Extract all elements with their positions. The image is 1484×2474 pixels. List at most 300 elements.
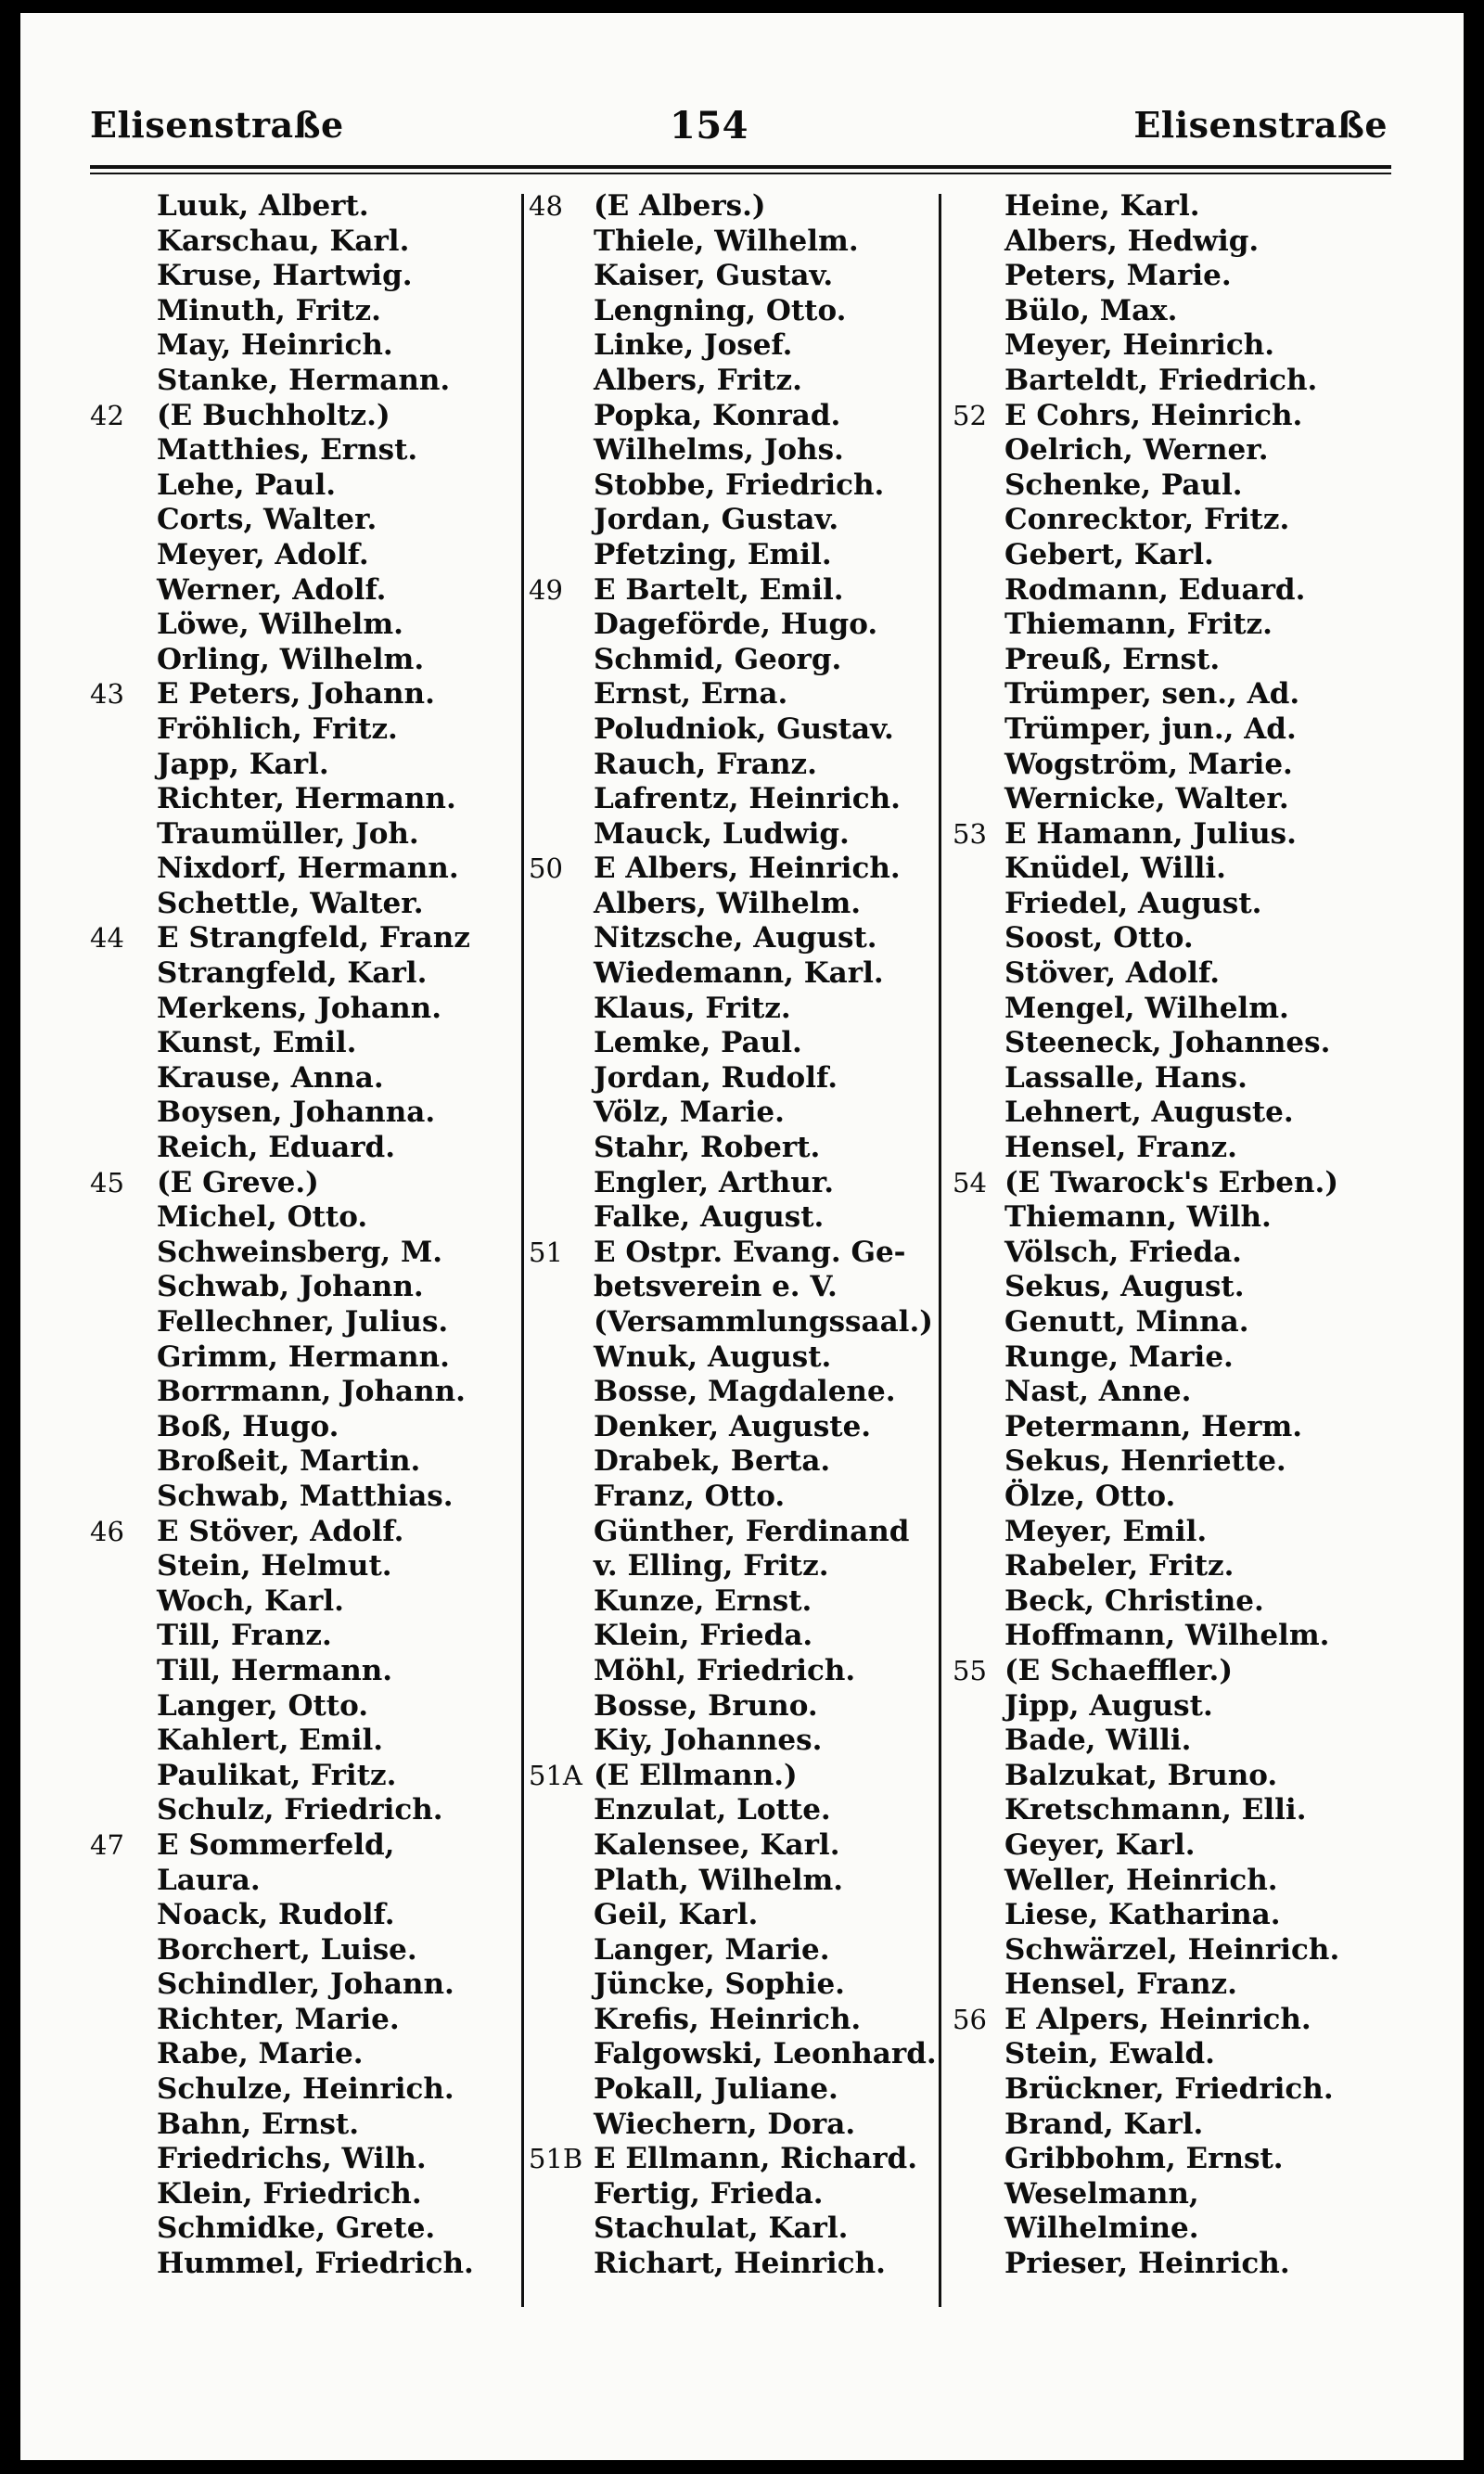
list-item [953, 2247, 1388, 2282]
list-item [953, 2037, 1388, 2072]
resident-name: Albers, Hedwig. [1004, 224, 1260, 258]
list-item [953, 1305, 1388, 1340]
resident-name: Schweinsberg, M. [157, 1235, 443, 1269]
list-item [953, 1270, 1388, 1305]
list-item [953, 1793, 1388, 1828]
resident-name: Karschau, Karl. [157, 224, 410, 258]
resident-name: Günther, Ferdinand [594, 1514, 910, 1548]
page-number: 154 [670, 104, 748, 147]
list-item [529, 1410, 937, 1445]
list-item [90, 2247, 517, 2282]
list-item [953, 224, 1388, 260]
house-number: 51A [529, 1759, 582, 1791]
list-item [529, 1236, 937, 1271]
resident-name: Wilhelmine. [1004, 2211, 1199, 2246]
resident-name: Rabe, Marie. [157, 2037, 364, 2071]
resident-name: Jordan, Gustav. [594, 503, 839, 537]
list-item [529, 1375, 937, 1410]
list-item [953, 1515, 1388, 1550]
list-item [953, 2072, 1388, 2108]
resident-name: Wiechern, Dora. [594, 2107, 856, 2141]
resident-name: Klein, Friedrich. [157, 2176, 422, 2211]
resident-name: Soost, Otto. [1004, 921, 1194, 955]
list-item [529, 1166, 937, 1201]
resident-name: Runge, Marie. [1004, 1340, 1234, 1374]
list-item [953, 1864, 1388, 1899]
list-item [953, 1340, 1388, 1376]
list-item [90, 2142, 517, 2177]
resident-name: E Ostpr. Evang. Ge- [594, 1235, 906, 1269]
resident-name: Bosse, Bruno. [594, 1688, 818, 1723]
list-item [529, 328, 937, 364]
list-item [529, 1864, 937, 1899]
list-item [529, 1200, 937, 1236]
list-item [90, 2037, 517, 2072]
resident-name: Oelrich, Werner. [1004, 433, 1269, 468]
resident-name: Bahn, Ernst. [157, 2107, 360, 2141]
resident-name: Falke, August. [594, 1200, 825, 1235]
resident-name: Traumüller, Joh. [157, 816, 419, 851]
resident-name: betsverein e. V. [594, 1270, 838, 1304]
resident-name: Meyer, Emil. [1004, 1514, 1208, 1548]
resident-name: (E Ellmann.) [594, 1758, 798, 1792]
resident-name: Klein, Frieda. [594, 1619, 813, 1653]
resident-name: Stobbe, Friedrich. [594, 468, 885, 502]
resident-name: Völsch, Frieda. [1004, 1235, 1242, 1269]
resident-name: Geil, Karl. [594, 1898, 759, 1932]
list-item [953, 2211, 1388, 2247]
list-item [90, 992, 517, 1027]
list-item [90, 921, 517, 956]
resident-name: Schmidke, Grete. [157, 2211, 436, 2246]
resident-name: Gribbohm, Ernst. [1004, 2142, 1284, 2176]
resident-name: Stöver, Adolf. [1004, 956, 1220, 991]
list-item [90, 1340, 517, 1376]
list-item [90, 1654, 517, 1689]
column-2 [529, 189, 937, 2282]
list-item [529, 887, 937, 922]
resident-name: Luuk, Albert. [157, 189, 369, 223]
resident-name: Bülo, Max. [1004, 293, 1178, 327]
list-item [90, 1515, 517, 1550]
resident-name: Boysen, Johanna. [157, 1096, 436, 1130]
resident-name: Lemke, Paul. [594, 1026, 802, 1060]
house-number: 56 [953, 2003, 987, 2035]
list-item [529, 852, 937, 887]
resident-name: Beck, Christine. [1004, 1583, 1264, 1618]
list-item [90, 608, 517, 643]
list-item [953, 1236, 1388, 1271]
resident-name: Genutt, Minna. [1004, 1305, 1249, 1339]
list-item [953, 2108, 1388, 2143]
list-item [529, 224, 937, 260]
list-item [90, 433, 517, 468]
list-item [529, 1724, 937, 1759]
list-item [529, 1549, 937, 1584]
resident-name: Engler, Arthur. [594, 1165, 835, 1199]
resident-name: Knüdel, Willi. [1004, 852, 1226, 886]
resident-name: Rauch, Franz. [594, 747, 817, 781]
list-item [90, 224, 517, 260]
list-item [90, 1026, 517, 1061]
resident-name: Orling, Wilhelm. [157, 642, 425, 676]
list-item [90, 817, 517, 852]
resident-name: Kretschmann, Elli. [1004, 1793, 1307, 1827]
list-item [953, 1549, 1388, 1584]
list-item [90, 1270, 517, 1305]
list-item [953, 1933, 1388, 1968]
resident-name: Laura. [157, 1863, 261, 1897]
resident-name: Bosse, Magdalene. [594, 1375, 896, 1409]
resident-name: Till, Franz. [157, 1619, 332, 1653]
list-item [90, 1549, 517, 1584]
list-item [90, 956, 517, 992]
list-item [90, 1061, 517, 1096]
list-item [953, 573, 1388, 609]
list-item [953, 712, 1388, 748]
resident-name: Wernicke, Walter. [1004, 782, 1289, 816]
list-item [529, 259, 937, 294]
list-item [953, 294, 1388, 329]
list-item [529, 503, 937, 538]
resident-name: Meyer, Heinrich. [1004, 328, 1275, 363]
list-item [953, 1724, 1388, 1759]
resident-name: Stahr, Robert. [594, 1131, 821, 1165]
resident-name: Rabeler, Fritz. [1004, 1549, 1235, 1583]
resident-name: Schulze, Heinrich. [157, 2072, 454, 2107]
list-item [529, 573, 937, 609]
list-item [90, 887, 517, 922]
header-rule-thick [90, 165, 1391, 169]
list-item [90, 1724, 517, 1759]
list-item [90, 2211, 517, 2247]
list-item [953, 782, 1388, 817]
resident-name: Jordan, Rudolf. [594, 1060, 838, 1095]
resident-name: Corts, Walter. [157, 503, 377, 537]
resident-name: Thiele, Wilhelm. [594, 224, 859, 258]
resident-name: Sekus, August. [1004, 1270, 1245, 1304]
street-name-left: Elisenstraße [90, 104, 344, 146]
list-item [953, 399, 1388, 434]
list-item [90, 2108, 517, 2143]
list-item [90, 1305, 517, 1340]
resident-name: (E Schaeffler.) [1004, 1653, 1233, 1687]
list-item [953, 468, 1388, 504]
resident-name: Popka, Konrad. [594, 398, 841, 432]
house-number: 47 [90, 1828, 124, 1861]
resident-name: Strangfeld, Karl. [157, 956, 428, 991]
list-item [529, 364, 937, 399]
list-item [529, 608, 937, 643]
list-item [90, 1689, 517, 1724]
list-item [529, 817, 937, 852]
list-item [529, 1689, 937, 1724]
list-item [90, 1096, 517, 1131]
list-item [529, 643, 937, 678]
list-item [529, 1480, 937, 1515]
resident-name: Lehnert, Auguste. [1004, 1096, 1294, 1130]
resident-name: Bade, Willi. [1004, 1724, 1192, 1758]
resident-name: Peters, Marie. [1004, 259, 1232, 293]
list-item [953, 956, 1388, 992]
resident-name: Pokall, Juliane. [594, 2072, 838, 2107]
list-item [529, 468, 937, 504]
resident-name: Richter, Hermann. [157, 782, 456, 816]
resident-name: Fellechner, Julius. [157, 1305, 449, 1339]
resident-name: Paulikat, Fritz. [157, 1758, 397, 1792]
resident-name: Schwab, Matthias. [157, 1479, 454, 1513]
list-item [529, 921, 937, 956]
resident-name: Albers, Fritz. [594, 363, 802, 397]
list-item [953, 538, 1388, 573]
resident-name: Meyer, Adolf. [157, 537, 369, 571]
directory-page [20, 13, 1464, 2460]
list-item [953, 1410, 1388, 1445]
list-item [953, 1200, 1388, 1236]
resident-name: Mengel, Wilhelm. [1004, 991, 1289, 1025]
resident-name: Falgowski, Leonhard. [594, 2037, 937, 2071]
resident-name: Stanke, Hermann. [157, 363, 451, 397]
list-item [953, 1061, 1388, 1096]
resident-name: May, Heinrich. [157, 328, 393, 363]
list-item [953, 748, 1388, 783]
resident-name: Hoffmann, Wilhelm. [1004, 1619, 1330, 1653]
list-item [90, 2177, 517, 2212]
list-item [953, 1898, 1388, 1933]
list-item [90, 1759, 517, 1794]
list-item [90, 712, 517, 748]
list-item [529, 1305, 937, 1340]
list-item [529, 2177, 937, 2212]
column-divider-1 [521, 194, 524, 2307]
resident-name: Hensel, Franz. [1004, 1968, 1237, 2002]
house-number: 50 [529, 852, 563, 885]
list-item [529, 2247, 937, 2282]
resident-name: Schettle, Walter. [157, 886, 424, 920]
resident-name: Wogström, Marie. [1004, 747, 1293, 781]
list-item [90, 1933, 517, 1968]
resident-name: Broßeit, Martin. [157, 1444, 421, 1479]
list-item [529, 1444, 937, 1480]
resident-name: Kunst, Emil. [157, 1026, 357, 1060]
resident-name: Krause, Anna. [157, 1060, 384, 1095]
resident-name: Grimm, Hermann. [157, 1340, 450, 1374]
list-item [953, 433, 1388, 468]
resident-name: Barteldt, Friedrich. [1004, 363, 1318, 397]
list-item [90, 1898, 517, 1933]
resident-name: Lassalle, Hans. [1004, 1060, 1247, 1095]
resident-name: Jüncke, Sophie. [594, 1968, 845, 2002]
list-item [90, 782, 517, 817]
resident-name: Nitzsche, August. [594, 921, 877, 955]
list-item [953, 1968, 1388, 2003]
resident-name: Völz, Marie. [594, 1096, 785, 1130]
list-item [953, 1096, 1388, 1131]
resident-name: Schindler, Johann. [157, 1968, 454, 2002]
list-item [953, 852, 1388, 887]
list-item [90, 189, 517, 224]
resident-name: Schwab, Johann. [157, 1270, 424, 1304]
list-item [90, 259, 517, 294]
list-item [529, 1131, 937, 1166]
resident-name: Till, Hermann. [157, 1653, 393, 1687]
list-item [529, 748, 937, 783]
list-item [90, 399, 517, 434]
resident-name: Möhl, Friedrich. [594, 1653, 856, 1687]
list-item [529, 1619, 937, 1654]
list-item [529, 1968, 937, 2003]
list-item [90, 1444, 517, 1480]
list-item [529, 1515, 937, 1550]
resident-name: Kahlert, Emil. [157, 1724, 384, 1758]
resident-name: Fröhlich, Fritz. [157, 711, 398, 746]
resident-name: Plath, Wilhelm. [594, 1863, 844, 1897]
resident-name: (E Greve.) [157, 1165, 319, 1199]
list-item [90, 1584, 517, 1620]
resident-name: Stein, Ewald. [1004, 2037, 1215, 2071]
house-number: 48 [529, 190, 563, 222]
resident-name: E Peters, Johann. [157, 677, 435, 711]
resident-name: Thiemann, Fritz. [1004, 608, 1273, 642]
resident-name: Langer, Marie. [594, 1932, 830, 1967]
resident-name: Trümper, sen., Ad. [1004, 677, 1300, 711]
list-item [90, 364, 517, 399]
resident-name: Werner, Adolf. [157, 572, 387, 607]
resident-name: Matthies, Ernst. [157, 433, 418, 468]
list-item [90, 643, 517, 678]
resident-name: Stein, Helmut. [157, 1549, 392, 1583]
resident-name: Albers, Wilhelm. [594, 886, 862, 920]
resident-name: Klaus, Fritz. [594, 991, 791, 1025]
house-number: 51B [529, 2143, 583, 2175]
resident-name: Weller, Heinrich. [1004, 1863, 1278, 1897]
list-item [953, 2177, 1388, 2212]
list-item [529, 677, 937, 712]
street-name-right: Elisenstraße [1133, 104, 1388, 146]
list-item [953, 364, 1388, 399]
resident-name: Wilhelms, Johs. [594, 433, 844, 468]
list-item [953, 887, 1388, 922]
house-number: 44 [90, 922, 124, 955]
resident-name: Conrecktor, Fritz. [1004, 503, 1290, 537]
resident-name: Fertig, Frieda. [594, 2176, 824, 2211]
list-item [953, 1026, 1388, 1061]
resident-name: Woch, Karl. [157, 1583, 344, 1618]
resident-name: Merkens, Johann. [157, 991, 441, 1025]
resident-name: (E Albers.) [594, 189, 766, 223]
resident-name: Enzulat, Lotte. [594, 1793, 831, 1827]
resident-name: Denker, Auguste. [594, 1409, 872, 1443]
resident-name: Friedel, August. [1004, 886, 1262, 920]
page-header [20, 13, 1464, 175]
list-item [529, 2142, 937, 2177]
house-number: 53 [953, 817, 987, 850]
resident-name: Dageförde, Hugo. [594, 608, 878, 642]
resident-name: Weselmann, [1004, 2176, 1199, 2211]
list-item [953, 1584, 1388, 1620]
list-item [953, 992, 1388, 1027]
list-item [529, 538, 937, 573]
resident-name: Schulz, Friedrich. [157, 1793, 443, 1827]
list-item [90, 677, 517, 712]
list-item [529, 1096, 937, 1131]
house-number: 45 [90, 1166, 124, 1199]
list-item [953, 328, 1388, 364]
resident-name: Petermann, Herm. [1004, 1409, 1303, 1443]
resident-name: E Sommerfeld, [157, 1827, 395, 1862]
list-item [90, 468, 517, 504]
list-item [90, 2072, 517, 2108]
resident-name: Kruse, Hartwig. [157, 259, 413, 293]
list-item [90, 748, 517, 783]
list-item [953, 2142, 1388, 2177]
resident-name: Kunze, Ernst. [594, 1583, 812, 1618]
list-item [953, 1828, 1388, 1864]
resident-name: (E Buchholtz.) [157, 398, 390, 432]
list-item [529, 782, 937, 817]
resident-name: v. Elling, Fritz. [594, 1549, 829, 1583]
resident-name: (E Twarock's Erben.) [1004, 1165, 1338, 1199]
resident-name: E Albers, Heinrich. [594, 852, 901, 886]
list-item [529, 1793, 937, 1828]
resident-name: Sekus, Henriette. [1004, 1444, 1286, 1479]
list-item [953, 259, 1388, 294]
resident-name: E Cohrs, Heinrich. [1004, 398, 1303, 432]
list-item [953, 1444, 1388, 1480]
resident-name: Nixdorf, Hermann. [157, 852, 459, 886]
resident-name: Franz, Otto. [594, 1479, 786, 1513]
header-rule-thin [90, 173, 1391, 174]
resident-name: Noack, Rudolf. [157, 1898, 395, 1932]
list-item [90, 1166, 517, 1201]
resident-name: Lehe, Paul. [157, 468, 337, 502]
list-item [90, 1864, 517, 1899]
list-item [90, 328, 517, 364]
list-item [90, 1236, 517, 1271]
list-item [529, 1270, 937, 1305]
list-item [953, 1480, 1388, 1515]
list-item [953, 503, 1388, 538]
list-item [90, 1200, 517, 1236]
list-item [953, 1375, 1388, 1410]
resident-name: Wiedemann, Karl. [594, 956, 884, 991]
list-item [529, 2108, 937, 2143]
list-item [953, 1759, 1388, 1794]
resident-name: Kalensee, Karl. [594, 1827, 840, 1862]
list-item [529, 2003, 937, 2038]
list-item [529, 1898, 937, 1933]
resident-name: Reich, Eduard. [157, 1131, 395, 1165]
list-item [529, 712, 937, 748]
list-item [90, 1968, 517, 2003]
list-item [953, 608, 1388, 643]
house-number: 46 [90, 1515, 124, 1547]
resident-name: Krefis, Heinrich. [594, 2002, 862, 2036]
resident-name: Pfetzing, Emil. [594, 537, 832, 571]
resident-name: Boß, Hugo. [157, 1409, 339, 1443]
resident-name: Drabek, Berta. [594, 1444, 831, 1479]
resident-name: Wnuk, August. [594, 1340, 832, 1374]
list-item [529, 433, 937, 468]
resident-name: Borrmann, Johann. [157, 1375, 466, 1409]
resident-name: Rodmann, Eduard. [1004, 572, 1306, 607]
list-item [529, 2037, 937, 2072]
list-item [90, 1131, 517, 1166]
list-item [529, 2211, 937, 2247]
list-item [953, 1131, 1388, 1166]
house-number: 43 [90, 678, 124, 711]
resident-name: Minuth, Fritz. [157, 293, 381, 327]
